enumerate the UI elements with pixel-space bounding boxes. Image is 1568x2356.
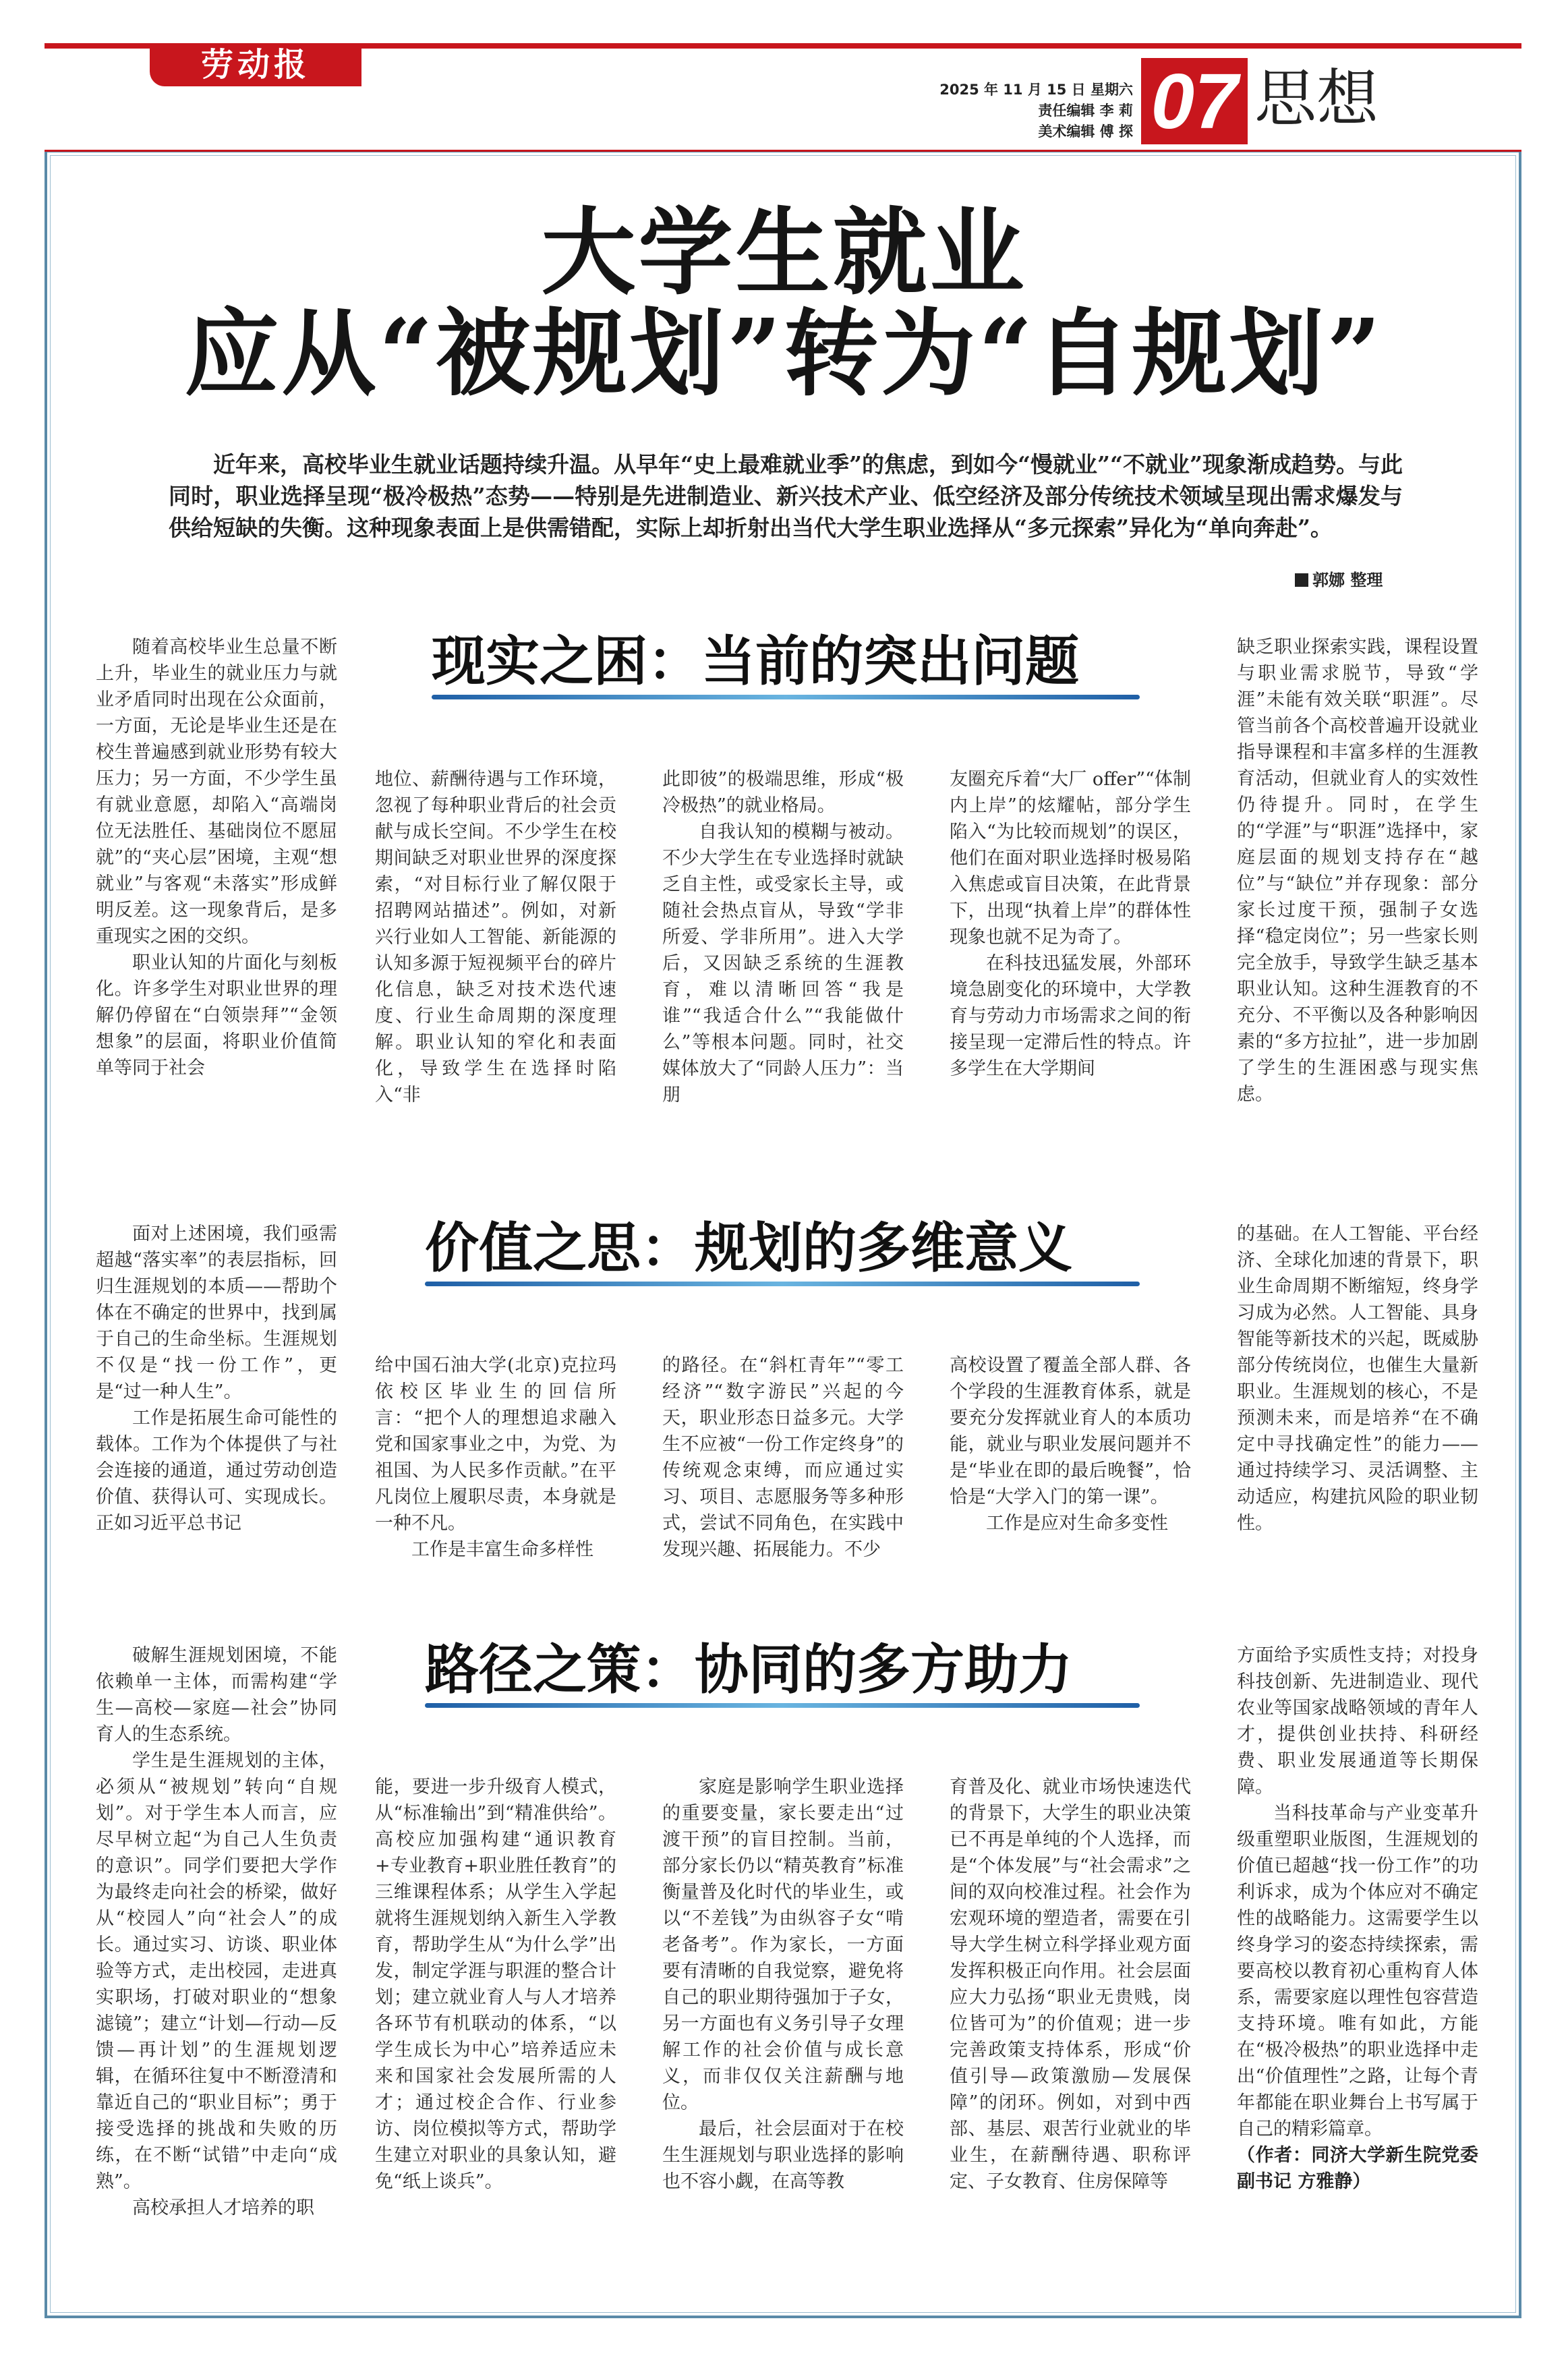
headline-line-1: 大学生就业 [541, 198, 1027, 308]
section3-col1 [96, 1642, 337, 2221]
section2-col1 [96, 1221, 337, 1536]
paragraph: 能，要进一步升级育人模式，从“标准输出”到“精准供给”。高校应加强构建“通识教育+专业教育+职业胜任教育”的三维课程体系；从学生入学起就将生涯规划纳入新生入学教育，帮助学生从“为什么学”出发，制定学涯与职涯的整合计划；建立就业育人与人才培养各环节有机联动的体系，“以学生成长为中心”培养适应未来和国家社会发展所需的人才；通过校企合作、行业参访、岗位模拟等方式，帮助学生建立对职业的具象认知，避免“纸上谈兵”。 [375, 1777, 616, 2192]
section3-col4 [950, 1774, 1191, 2195]
paragraph: 家庭是影响学生职业选择的重要变量，家长要走出“过渡干预”的盲目控制。当前，部分家长仍以“精英教育”标准衡量普及化时代的毕业生，或以“不差钱”为由纵容子女“啃老备考”。作为家长，一方面要有清晰的自我觉察，避免将自己的职业期待强加于子女，另一方面也有义务引导子女理解工作的社会价值与成长意义，而非仅仅关注薪酬与地位。 [662, 1777, 904, 2113]
compiler-credit [1295, 567, 1383, 590]
section2-col3 [662, 1352, 904, 1563]
frame-top-rule [45, 150, 1521, 152]
date-line: 2025 年 11 月 15 日 星期六 [939, 82, 1133, 98]
section2-col5 [1237, 1221, 1478, 1536]
paragraph: 地位、薪酬待遇与工作环境，忽视了每种职业背后的社会贡献与成长空间。不少学生在校期间缺乏对职业世界的深度探索，“对目标行业了解仅限于招聘网站描述”。例如，对新兴行业如人工智能、新能源的认知多源于短视频平台的碎片化信息，缺乏对技术迭代速度、行业生命周期的深度理解。职业认知的窄化和表面化，导致学生在选择时陷入“非 [375, 769, 616, 1105]
paragraph: 给中国石油大学(北京)克拉玛依校区毕业生的回信所言：“把个人的理想追求融入党和国家事业之中，为党、为祖国、为人民多作贡献。”在平凡岗位上履职尽责，本身就是一种不凡。 [375, 1355, 616, 1534]
paragraph: 缺乏职业探索实践，课程设置与职业需求脱节，导致“学涯”未能有效关联“职涯”。尽管当前各个高校普遍开设就业指导课程和丰富多样的生涯教育活动，但就业育人的实效性仍待提升。同时，在学生的“学涯”与“职涯”选择中，家庭层面的规划支持存在“越位”与“缺位”并存现象：部分家长过度干预，强制子女选择“稳定岗位”；另一些家长则完全放手，导致学生缺乏基本职业认知。这种生涯教育的不充分、不平衡以及各种影响因素的“多方拉扯”，进一步加剧了学生的生涯困惑与现实焦虑。 [1237, 637, 1478, 1105]
section1-col5 [1237, 634, 1478, 1108]
black-square-icon [1295, 573, 1308, 587]
paragraph: 工作是应对生命多变性 [986, 1513, 1168, 1534]
logo-text: 劳动报 [200, 46, 310, 84]
newspaper-logo [150, 43, 361, 86]
heading-underline [425, 1282, 1140, 1286]
paragraph: 学生是生涯规划的主体，必须从“被规划”转向“自规划”。对于学生本人而言，应尽早树立起“为自己人生负责的意识”。同学们要把大学作为最终走向社会的桥梁，做好从“校园人”向“社会人”的成长。通过实习、访谈、职业体验等方式，走出校园，走进真实职场，打破对职业的“想象滤镜”；建立“计划—行动—反馈—再计划”的生涯规划逻辑，在循环往复中不断澄清和靠近自己的“职业目标”；勇于接受选择的挑战和失败的历练，在不断“试错”中走向“成熟”。 [96, 1750, 337, 2192]
paragraph: 破解生涯规划困境，不能依赖单一主体，而需构建“学生—高校—家庭—社会”协同育人的生态系统。 [96, 1645, 337, 1745]
paragraph: 方面给予实质性支持；对投身科技创新、先进制造业、现代农业等国家战略领域的青年人才，提供创业扶持、科研经费、职业发展通道等长期保障。 [1237, 1645, 1478, 1798]
page-number: 07 [1141, 58, 1248, 144]
paragraph: 最后，社会层面对于在校生生涯规划与职业选择的影响也不容小觑，在高等教 [662, 2119, 904, 2192]
paragraph: 在科技迅猛发展，外部环境急剧变化的环境中，大学教育与劳动力市场需求之间的衔接呈现一定滞后性的特点。许多学生在大学期间 [950, 953, 1191, 1079]
paragraph: 育普及化、就业市场快速迭代的背景下，大学生的职业决策已不再是单纯的个人选择，而是“个体发展”与“社会需求”之间的双向校准过程。社会作为宏观环境的塑造者，需要在引导大学生树立科学择业观方面发挥积极正向作用。社会层面应大力弘扬“职业无贵贱，岗位皆可为”的价值观；进一步完善政策支持体系，形成“价值引导—政策激励—发展保障”的闭环。例如，对到中西部、基层、艰苦行业就业的毕业生，在薪酬待遇、职称评定、子女教育、住房保障等 [950, 1777, 1191, 2192]
lead-paragraph: 近年来，高校毕业生就业话题持续升温。从早年“史上最难就业季”的焦虑，到如今“慢就业”“不就业”现象渐成趋势。与此同时，职业选择呈现“极冷极热”态势——特别是先进制造业、新兴技术产业、低空经济及部分传统技术领域呈现出需求爆发与供给短缺的失衡。这种现象表面上是供需错配，实际上却折射出当代大学生职业选择从“多元探索”异化为“单向奔赴”。 [169, 451, 1403, 541]
section-heading: 价值之思：规划的多维意义 [425, 1216, 1072, 1280]
section-heading: 路径之策：协同的多方助力 [425, 1638, 1072, 1701]
paragraph: 职业认知的片面化与刻板化。许多学生对职业世界的理解仍停留在“白领崇拜”“金领想象”的层面，将职业价值简单等同于社会 [96, 952, 337, 1079]
editor-line: 责任编辑 李 莉 [1038, 103, 1133, 119]
headline-line-2: 应从“被规划”转为“自规划” [184, 299, 1384, 409]
paragraph: 的路径。在“斜杠青年”“零工经济”“数字游民”兴起的今天，职业形态日益多元。大学生不应被“一份工作定终身”的传统观念束缚，而应通过实习、项目、志愿服务等多种形式，尝试不同角色，在实践中发现兴趣、拓展能力。不少 [662, 1355, 904, 1560]
section1-col2 [375, 766, 616, 1108]
paragraph: 友圈充斥着“大厂 offer”“体制内上岸”的炫耀帖，部分学生陷入“为比较而规划”的误区，他们在面对职业选择时极易陷入焦虑或盲目决策，在此背景下，出现“执着上岸”的群体性现象也就不足为奇了。 [950, 769, 1191, 948]
paragraph: 工作是拓展生命可能性的载体。工作为个体提供了与社会连接的通道，通过劳动创造价值、获得认可、实现成长。正如习近平总书记 [96, 1408, 337, 1534]
section3-col3 [662, 1774, 904, 2195]
paragraph: 面对上述困境，我们亟需超越“落实率”的表层指标，回归生涯规划的本质——帮助个体在不确定的世界中，找到属于自己的生命坐标。生涯规划不仅是“找一份工作”，更是“过一种人生”。 [96, 1224, 337, 1402]
paragraph: 随着高校毕业生总量不断上升，毕业生的就业压力与就业矛盾同时出现在公众面前，一方面，无论是毕业生还是在校生普遍感到就业形势有较大压力；另一方面，不少学生虽有就业意愿，却陷入“高端岗位无法胜任、基础岗位不愿屈就”的“夹心层”困境，主观“想就业”与客观“未落实”形成鲜明反差。这一现象背后，是多重现实之困的交织。 [96, 637, 337, 947]
section2-col4 [950, 1352, 1191, 1536]
section1-col4 [950, 766, 1191, 1082]
section1-col1 [96, 634, 337, 1081]
section3-heading-block [425, 1636, 1140, 1708]
section3-col2 [375, 1774, 616, 2195]
section2-col2 [375, 1352, 616, 1563]
section-name: 思想 [1254, 63, 1379, 135]
paragraph: 高校承担人才培养的职 [132, 2197, 314, 2218]
paragraph: 的基础。在人工智能、平台经济、全球化加速的背景下，职业生命周期不断缩短，终身学习成为必然。人工智能、具身智能等新技术的兴起，既威胁部分传统岗位，也催生大量新职业。生涯规划的核心，不是预测未来，而是培养“在不确定中寻找确定性”的能力——通过持续学习、灵活调整、主动适应，构建抗风险的职业韧性。 [1237, 1224, 1478, 1534]
paragraph: 自我认知的模糊与被动。不少大学生在专业选择时就缺乏自主性，或受家长主导，或随社会热点盲从，导致“学非所爱、学非所用”。进入大学后，又因缺乏系统的生涯教育，难以清晰回答“我是谁”“我适合什么”“我能做什么”等根本问题。同时，社交媒体放大了“同龄人压力”：当朋 [662, 822, 904, 1105]
heading-underline [425, 1703, 1140, 1708]
compiler-name: 郭娜 整理 [1312, 571, 1383, 590]
section1-col3 [662, 766, 904, 1108]
author-credit: （作者：同济大学新生院党委副书记 方雅静） [1237, 2145, 1478, 2192]
paragraph: 高校设置了覆盖全部人群、各个学段的生涯教育体系，就是要充分发挥就业育人的本质功能，就业与职业发展问题并不是“毕业在即的最后晚餐”，恰恰是“大学入门的第一课”。 [950, 1355, 1191, 1507]
section1-heading-block [432, 627, 1140, 699]
section2-heading-block [425, 1214, 1140, 1286]
paragraph: 工作是丰富生命多样性 [411, 1539, 593, 1560]
paragraph: 当科技革命与产业变革升级重塑职业版图，生涯规划的价值已超越“找一份工作”的功利诉求，成为个体应对不确定性的战略能力。这需要学生以终身学习的姿态持续探索，需要高校以教育初心重构育人体系，需要家庭以理性包容营造支持环境。唯有如此，方能在“极冷极热”的职业选择中走出“价值理性”之路，让每个青年都能在职业舞台上书写属于自己的精彩篇章。 [1237, 1803, 1478, 2139]
heading-underline [432, 695, 1140, 699]
date-editor-block [914, 80, 1133, 142]
paragraph: 此即彼”的极端思维，形成“极冷极热”的就业格局。 [662, 769, 904, 816]
designer-line: 美术编辑 傅 探 [1038, 123, 1133, 140]
section-heading: 现实之困：当前的突出问题 [432, 629, 1079, 693]
section3-col5 [1237, 1642, 1478, 2195]
